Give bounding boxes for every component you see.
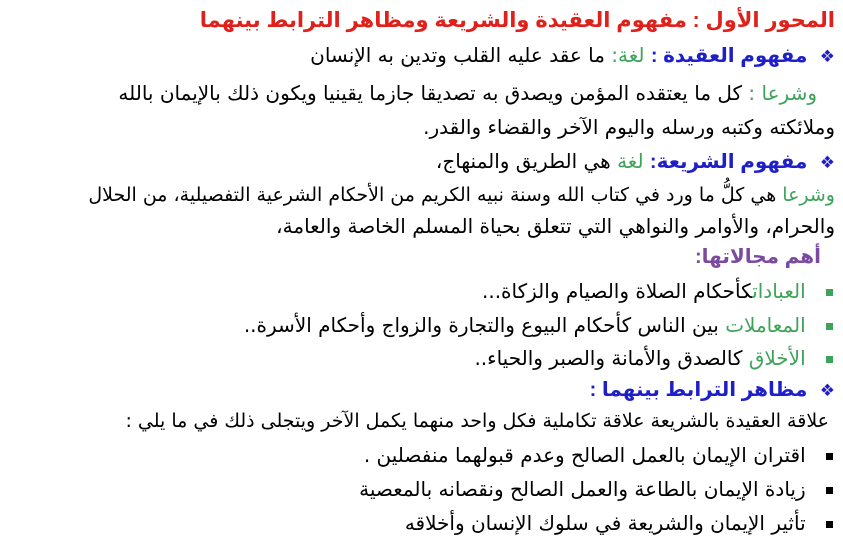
shariah-shara-line-2: [6, 213, 835, 239]
link-text: اقتران الإيمان بالعمل الصالح وعدم قبولهما منفصلين .: [363, 443, 806, 467]
domain-text: بين الناس كأحكام البيوع والتجارة والزواج وأحكام الأسرة..: [243, 313, 719, 337]
links-heading-line: [6, 376, 835, 404]
link-item: [6, 510, 833, 536]
shariah-shara-text-2: والحرام، والأوامر والنواهي التي تتعلق بحياة المسلم الخاصة والعامة،: [276, 214, 835, 238]
domain-label: الأخلاق: [748, 346, 806, 370]
shariah-lugha-label: لغة: [617, 149, 644, 173]
aqeedah-lugha-line: [6, 42, 835, 70]
domain-label: العبادات: [752, 279, 806, 303]
diamond-bullet-icon: ❖: [819, 381, 835, 401]
links-heading: مظاهر الترابط بينهما :: [589, 379, 808, 401]
aqeedah-shara-line-2: [6, 114, 835, 140]
shariah-lugha-text: هي الطريق والمنهاج،: [435, 149, 611, 173]
shariah-shara-text-1: هي كلُّ ما ورد في كتاب الله وسنة نبيه الكريم من الأحكام الشرعية التفصيلية، من الحلال: [88, 184, 777, 206]
domain-text: كالصدق والأمانة والصبر والحياء..: [474, 346, 743, 370]
aqeedah-shara-text-1: كل ما يعتقده المؤمن ويصدق به تصديقا جازما يقينيا ويكون ذلك بالإيمان بالله: [118, 81, 743, 105]
domains-heading: أهم مجالاتها:: [694, 246, 821, 268]
domain-label: المعاملات: [725, 313, 806, 337]
shariah-heading: مفهوم الشريعة:: [649, 151, 808, 173]
link-item: [6, 442, 833, 468]
square-bullet-icon: [826, 521, 833, 528]
diamond-bullet-icon: ❖: [819, 47, 835, 67]
square-bullet-icon: [826, 323, 833, 330]
square-bullet-icon: [826, 453, 833, 460]
domain-item: [6, 345, 833, 371]
square-bullet-icon: [826, 356, 833, 363]
aqeedah-lugha-text: ما عقد عليه القلب وتدين به الإنسان: [310, 43, 605, 67]
aqeedah-lugha-label: لغة:: [611, 43, 645, 67]
square-bullet-icon: [826, 487, 833, 494]
domain-text: كأحكام الصلاة والصيام والزكاة...: [481, 279, 753, 303]
shariah-shara-line-1: [6, 182, 835, 208]
square-bullet-icon: [826, 289, 833, 296]
link-text: زيادة الإيمان بالطاعة والعمل الصالح ونقصانه بالمعصية: [359, 477, 806, 501]
page-title: المحور الأول : مفهوم العقيدة والشريعة ومظاهر الترابط بينهما: [199, 9, 835, 32]
diamond-bullet-icon: ❖: [819, 153, 835, 173]
domain-item: [6, 312, 833, 338]
shariah-lugha-line: [6, 148, 835, 176]
aqeedah-heading: مفهوم العقيدة :: [650, 45, 808, 67]
aqeedah-shara-label: وشرعا :: [748, 81, 817, 105]
aqeedah-shara-text-2: وملائكته وكتبه ورسله واليوم الآخر والقضاء والقدر.: [423, 115, 835, 139]
domain-item: [6, 278, 833, 304]
shariah-shara-label: وشرعا: [782, 184, 835, 206]
link-item: [6, 476, 833, 502]
aqeedah-shara-line-1: [6, 80, 817, 106]
link-text: تأثير الإيمان والشريعة في سلوك الإنسان وأخلاقه: [404, 511, 806, 535]
links-intro: علاقة العقيدة بالشريعة علاقة تكاملية فكل واحد منهما يكمل الآخر ويتجلى ذلك في ما يلي :: [125, 410, 829, 432]
